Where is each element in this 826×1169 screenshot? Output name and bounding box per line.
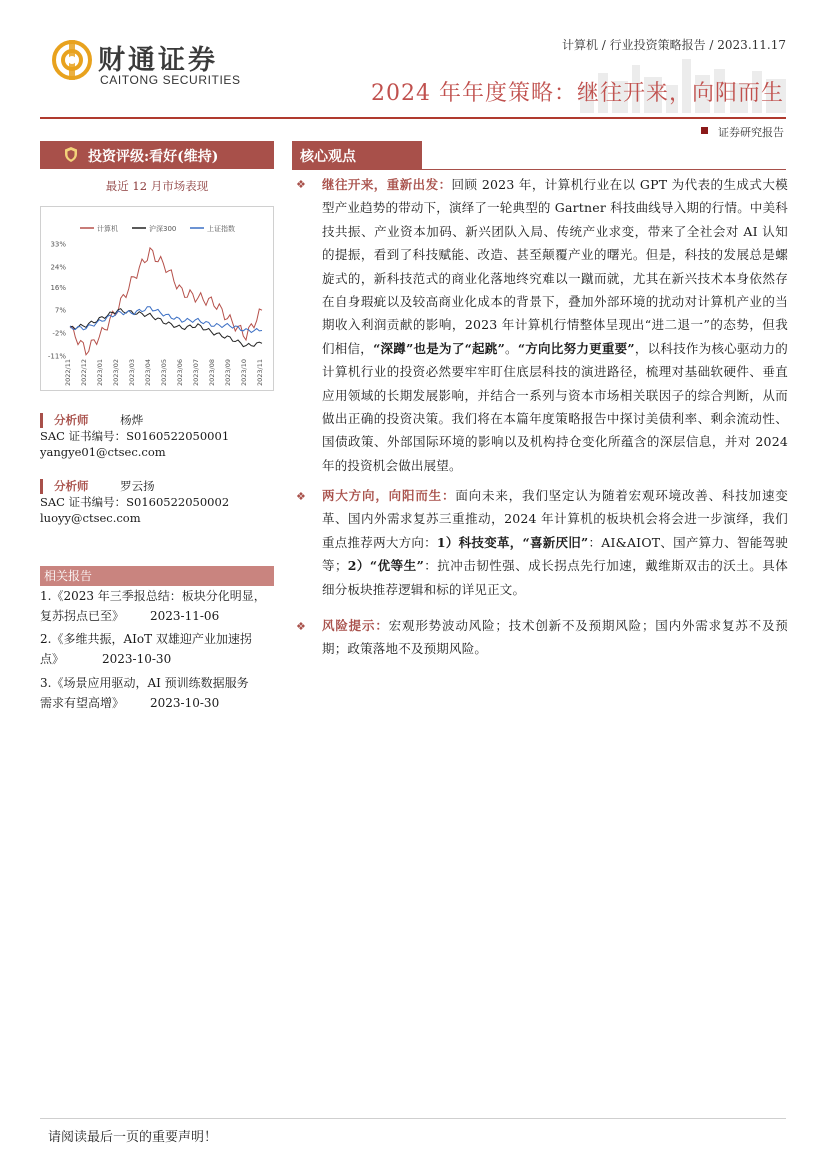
rating-label: 投资评级:看好(维持) bbox=[88, 149, 219, 165]
x-tick-label: 2023/07 bbox=[192, 358, 200, 386]
performance-title: 最近 12 月市场表现 bbox=[105, 179, 209, 193]
x-tick-label: 2023/06 bbox=[176, 358, 184, 386]
x-tick-label: 2023/09 bbox=[224, 358, 232, 386]
related-report-date: 2023-11-06 bbox=[150, 609, 220, 623]
related-report-item[interactable] bbox=[40, 629, 280, 669]
y-tick-label: 7% bbox=[54, 306, 66, 315]
x-tick-label: 2023/01 bbox=[96, 358, 104, 386]
header-rule bbox=[40, 117, 786, 119]
paragraph-text: 面向未来，我们坚定认为随着宏观环境改善、科技加速变革、国内外需求复苏三重推动，2024 年计算机的板块机会将会进一步演绎，我们重点推荐两大方向： bbox=[322, 488, 788, 550]
related-report-item[interactable] bbox=[40, 586, 280, 626]
related-report-date: 2023-10-30 bbox=[102, 652, 172, 666]
related-report-title: 3.《场景应用驱动，AI 预训练数据服务 bbox=[40, 676, 249, 690]
analyst-sac: SAC 证书编号：S0160522050001 bbox=[40, 429, 230, 443]
y-tick-label: 33% bbox=[50, 240, 66, 249]
paragraph-heading: 继往开来，重新出发： bbox=[322, 177, 452, 192]
analyst-name: 罗云扬 bbox=[120, 479, 155, 493]
analyst-role: 分析师 bbox=[54, 413, 89, 427]
related-report-title-cont: 点》 bbox=[40, 652, 65, 666]
analyst-card bbox=[40, 478, 229, 526]
related-report-title: 1.《2023 年三季报总结：板块分化明显， bbox=[40, 589, 266, 603]
paragraph-emphasis: 1）科技变革，“喜新厌旧” bbox=[436, 534, 589, 550]
related-report-title-cont: 复苏拐点已至》 bbox=[40, 609, 125, 623]
paragraph-heading: 两大方向，向阳而生： bbox=[322, 488, 456, 503]
y-tick-label: -2% bbox=[52, 329, 66, 338]
brand-name-en: CAITONG SECURITIES bbox=[100, 73, 241, 87]
paragraph-heading: 风险提示： bbox=[322, 618, 389, 633]
paragraph-text: 回顾 2023 年，计算机行业在以 GPT 为代表的生成式大模型产业趋势的带动下，演绎了一轮典型的 Gartner 科技曲线导入期的行情。中美科技共振、产业资本加码、新兴团队入局、传统产业求变，带来了全社会对 AI 认知的提振，看到了科技赋能、改造、甚至颠覆产业的曙光。但是，科技的发展总是螺旋式的，新科技范式的商业化落地终究难以一蹴而就，尤其在新兴技术本身依然存在自身瑕疵以及较高商业化成本的背景下，叠加外部环境的扰动对计算机产业的当期收入利润贡献的影响，2023 年计算机行情整体呈现出“进二退一”的态势，但我们相信， bbox=[322, 177, 789, 356]
x-tick-label: 2022/12 bbox=[80, 358, 88, 386]
paragraph-emphasis: 2）“优等生” bbox=[347, 558, 424, 574]
core-paragraph-1 bbox=[322, 173, 788, 477]
x-tick-label: 2022/11 bbox=[64, 358, 72, 386]
related-report-date: 2023-10-30 bbox=[150, 696, 220, 710]
analyst-card bbox=[40, 412, 229, 460]
paragraph-emphasis: “深蹲”也是为了“起跳” bbox=[373, 340, 505, 356]
x-tick-label: 2023/02 bbox=[112, 358, 120, 386]
related-report-title: 2.《多维共振，AIoT 双雄迎产业加速拐 bbox=[40, 632, 252, 646]
analyst-email: luoyy@ctsec.com bbox=[40, 511, 141, 525]
footer-disclaimer: 请阅读最后一页的重要声明！ bbox=[48, 1130, 218, 1145]
series-line bbox=[70, 307, 262, 333]
report-title: 2024 年年度策略：继往开来，向阳而生 bbox=[371, 81, 784, 106]
report-type-marker-icon bbox=[701, 127, 708, 134]
y-tick-label: 24% bbox=[50, 263, 66, 272]
footer-rule bbox=[40, 1118, 786, 1119]
y-tick-label: 16% bbox=[50, 283, 66, 292]
caitong-logo-icon bbox=[52, 40, 92, 80]
legend-label: 沪深300 bbox=[149, 225, 177, 233]
diamond-bullet-icon: ❖ bbox=[296, 178, 306, 191]
paragraph-text: ，以科技作为核心驱动力的计算机行业的投资必然要牢牢盯住底层科技的演进路径，梳理对基础软硬件、垂直应用领域的长期发展影响，并结合一系列与资本市场相关联因子的综合判断，从而做出正确的投资决策。我们将在本篇年度策略报告中探讨美债利率、剩余流动性、国债政策、外部国际环境的影响以及机构持仓变化所蕴含的深层信息，并对 2024 年的投资机会做出展望。 bbox=[322, 340, 788, 473]
report-type: 证券研究报告 bbox=[718, 126, 784, 139]
x-tick-label: 2023/05 bbox=[160, 358, 168, 386]
diamond-bullet-icon: ❖ bbox=[296, 490, 306, 503]
legend-label: 计算机 bbox=[97, 225, 118, 233]
legend-label: 上证指数 bbox=[207, 225, 235, 233]
analyst-name: 杨烨 bbox=[120, 413, 144, 427]
paragraph-text: ：AI&AIOT、国产算力、智能驾驶等； bbox=[322, 534, 788, 574]
core-paragraph-3 bbox=[322, 614, 788, 661]
performance-chart bbox=[40, 206, 274, 391]
brand-name-cn: 财通证券 bbox=[98, 45, 218, 76]
paragraph-text: 宏观形势波动风险；技术创新不及预期风险；国内外需求复苏不及预期；政策落地不及预期风险。 bbox=[322, 618, 788, 657]
analyst-role: 分析师 bbox=[54, 479, 89, 493]
core-views-label: 核心观点 bbox=[300, 149, 356, 165]
shield-icon bbox=[64, 147, 78, 162]
analyst-sac: SAC 证书编号：S0160522050002 bbox=[40, 495, 230, 509]
related-report-item[interactable] bbox=[40, 673, 280, 713]
paragraph-text: 。 bbox=[504, 340, 518, 356]
diamond-bullet-icon: ❖ bbox=[296, 620, 306, 633]
paragraph-emphasis: “方向比努力更重要” bbox=[517, 340, 635, 356]
y-tick-label: -11% bbox=[47, 352, 66, 361]
related-reports-heading: 相关报告 bbox=[40, 566, 274, 586]
report-meta: 计算机 / 行业投资策略报告 / 2023.11.17 bbox=[561, 38, 786, 52]
paragraph-text: ：抗冲击韧性强、成长拐点先行加速，戴维斯双击的沃土。具体细分板块推荐逻辑和标的详见正文。 bbox=[322, 558, 788, 597]
core-paragraph-2 bbox=[322, 484, 788, 601]
x-tick-label: 2023/10 bbox=[240, 358, 248, 386]
x-tick-label: 2023/03 bbox=[128, 358, 136, 386]
x-tick-label: 2023/04 bbox=[144, 358, 152, 386]
x-tick-label: 2023/08 bbox=[208, 358, 216, 386]
analyst-email: yangye01@ctsec.com bbox=[40, 445, 166, 459]
x-tick-label: 2023/11 bbox=[256, 358, 264, 386]
related-report-title-cont: 需求有望高增》 bbox=[40, 696, 125, 710]
series-line bbox=[70, 248, 262, 355]
core-views-rule bbox=[292, 169, 786, 170]
